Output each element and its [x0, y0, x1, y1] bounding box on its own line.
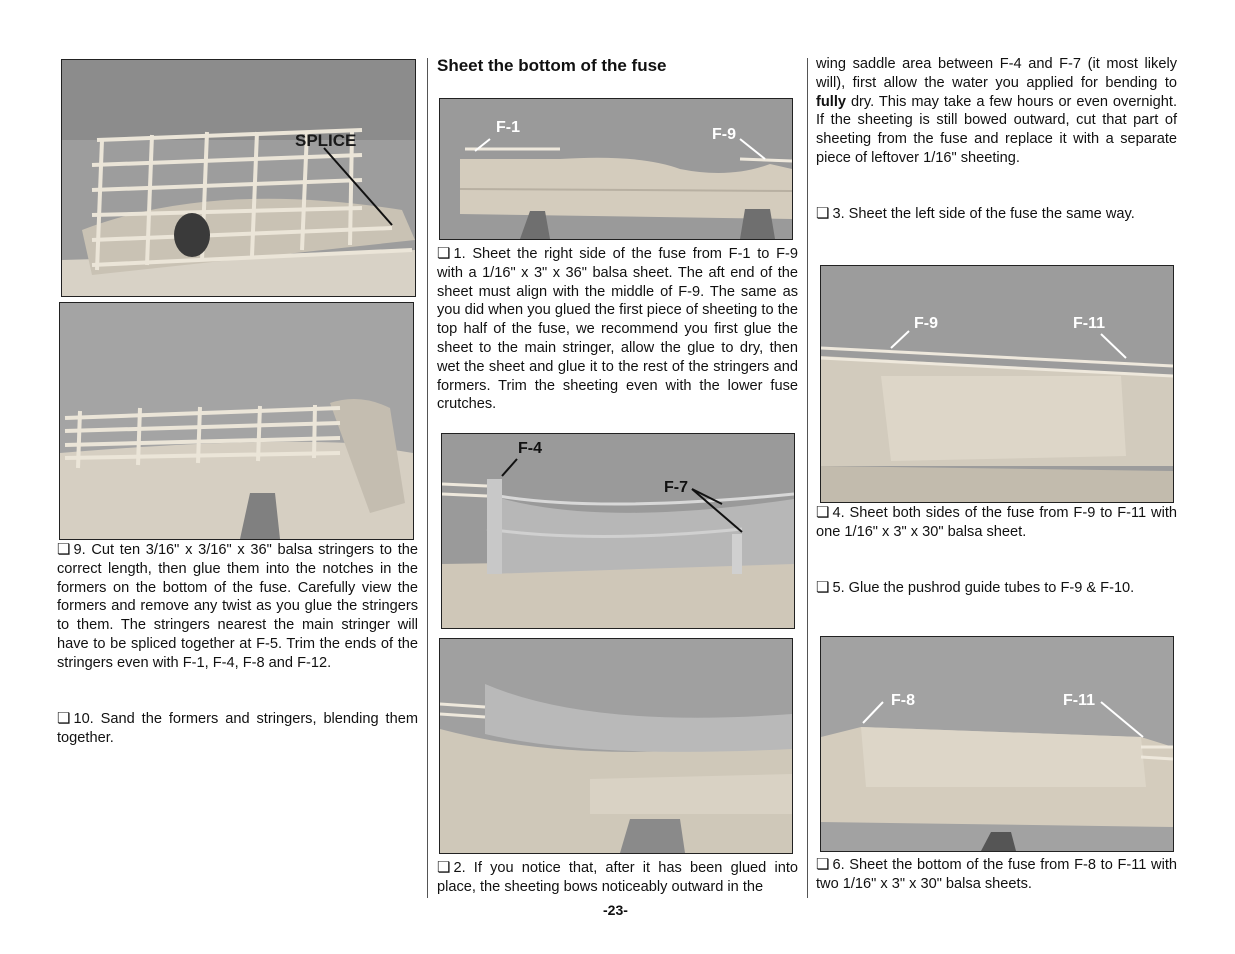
- checkbox-step-9[interactable]: ❏: [57, 541, 71, 558]
- label-f4: F-4: [518, 440, 542, 457]
- step-9-text: ❏ 9. Cut ten 3/16" x 3/16" x 36" balsa stringers to the correct length, then glue them into the notches in the formers on the bottom of the fuse. Carefully view the formers and remove any twist as you glue the stringers to them. The stringers nearest the main stringer will have to be spliced together at F-5. Trim the ends of the stringers even with F-1, F-4, F-8 and F-12.: [57, 541, 418, 671]
- label-f11: F-11: [1073, 315, 1106, 332]
- photo-sheet-right-side: [439, 98, 793, 240]
- photo-wing-saddle-f4-f7: [441, 433, 795, 629]
- checkbox-step-2[interactable]: ❏: [437, 859, 451, 876]
- step-1-text: ❏ 1. Sheet the right side of the fuse from F-1 to F-9 with a 1/16" x 3" x 36" balsa sheet. The aft end of the sheet must align with the middle of F-9. The same as you did when you glued the first piece of sheeting to the top half of the fuse, we recommend you first glue the sheet to the main stringer, allow the glue to dry, then wet the sheet and glue it to the rest of the stringers and formers. Trim the sheeting even with the lower fuse crutches.: [437, 245, 798, 413]
- label-f9-right: F-9: [914, 315, 938, 332]
- column-divider-left: [427, 58, 428, 898]
- photo-fuse-bottom-stringers: [59, 302, 414, 540]
- page-number: -23-: [603, 902, 628, 918]
- photo-sheet-f9-f11: [820, 265, 1174, 503]
- checkbox-step-6[interactable]: ❏: [816, 856, 830, 873]
- checkbox-step-3[interactable]: ❏: [816, 205, 830, 222]
- label-f7: F-7: [664, 479, 688, 496]
- checkbox-step-10[interactable]: ❏: [57, 710, 71, 727]
- step-3-text: ❏ 3. Sheet the left side of the fuse the same way.: [816, 205, 1135, 222]
- label-f9: F-9: [712, 126, 736, 143]
- section-heading: Sheet the bottom of the fuse: [437, 56, 667, 75]
- photo-sheeting-bowed: [439, 638, 793, 854]
- step-2-text: ❏ 2. If you notice that, after it has been glued into place, the sheeting bows noticeably outward in the: [437, 859, 798, 895]
- label-f11-bottom: F-11: [1063, 692, 1096, 709]
- photo-fuse-frame-splice: [61, 59, 416, 297]
- photo-sheet-bottom-f8-f11: [820, 636, 1174, 852]
- checkbox-step-1[interactable]: ❏: [437, 245, 451, 262]
- step-10-text: ❏ 10. Sand the formers and stringers, blending them together.: [57, 710, 418, 746]
- checkbox-step-4[interactable]: ❏: [816, 504, 830, 521]
- step-4-text: ❏ 4. Sheet both sides of the fuse from F-9 to F-11 with one 1/16" x 3" x 30" balsa sheet.: [816, 504, 1177, 540]
- label-splice: SPLICE: [295, 131, 357, 150]
- step-6-text: ❏ 6. Sheet the bottom of the fuse from F-8 to F-11 with two 1/16" x 3" x 30" balsa sheets.: [816, 856, 1177, 892]
- label-f1: F-1: [496, 119, 520, 136]
- step-2-continued-text: wing saddle area between F-4 and F-7 (it most likely will), first allow the water you applied for bending to fully dry. This may take a few hours or even overnight. If the sheeting is still bowed outward, cut that part of sheeting from the fuse and replace it with a separate piece of leftover 1/16" sheeting.: [816, 56, 1177, 166]
- step-5-text: ❏ 5. Glue the pushrod guide tubes to F-9 & F-10.: [816, 579, 1135, 596]
- column-divider-right: [807, 58, 808, 898]
- label-f8: F-8: [891, 692, 915, 709]
- checkbox-step-5[interactable]: ❏: [816, 579, 830, 596]
